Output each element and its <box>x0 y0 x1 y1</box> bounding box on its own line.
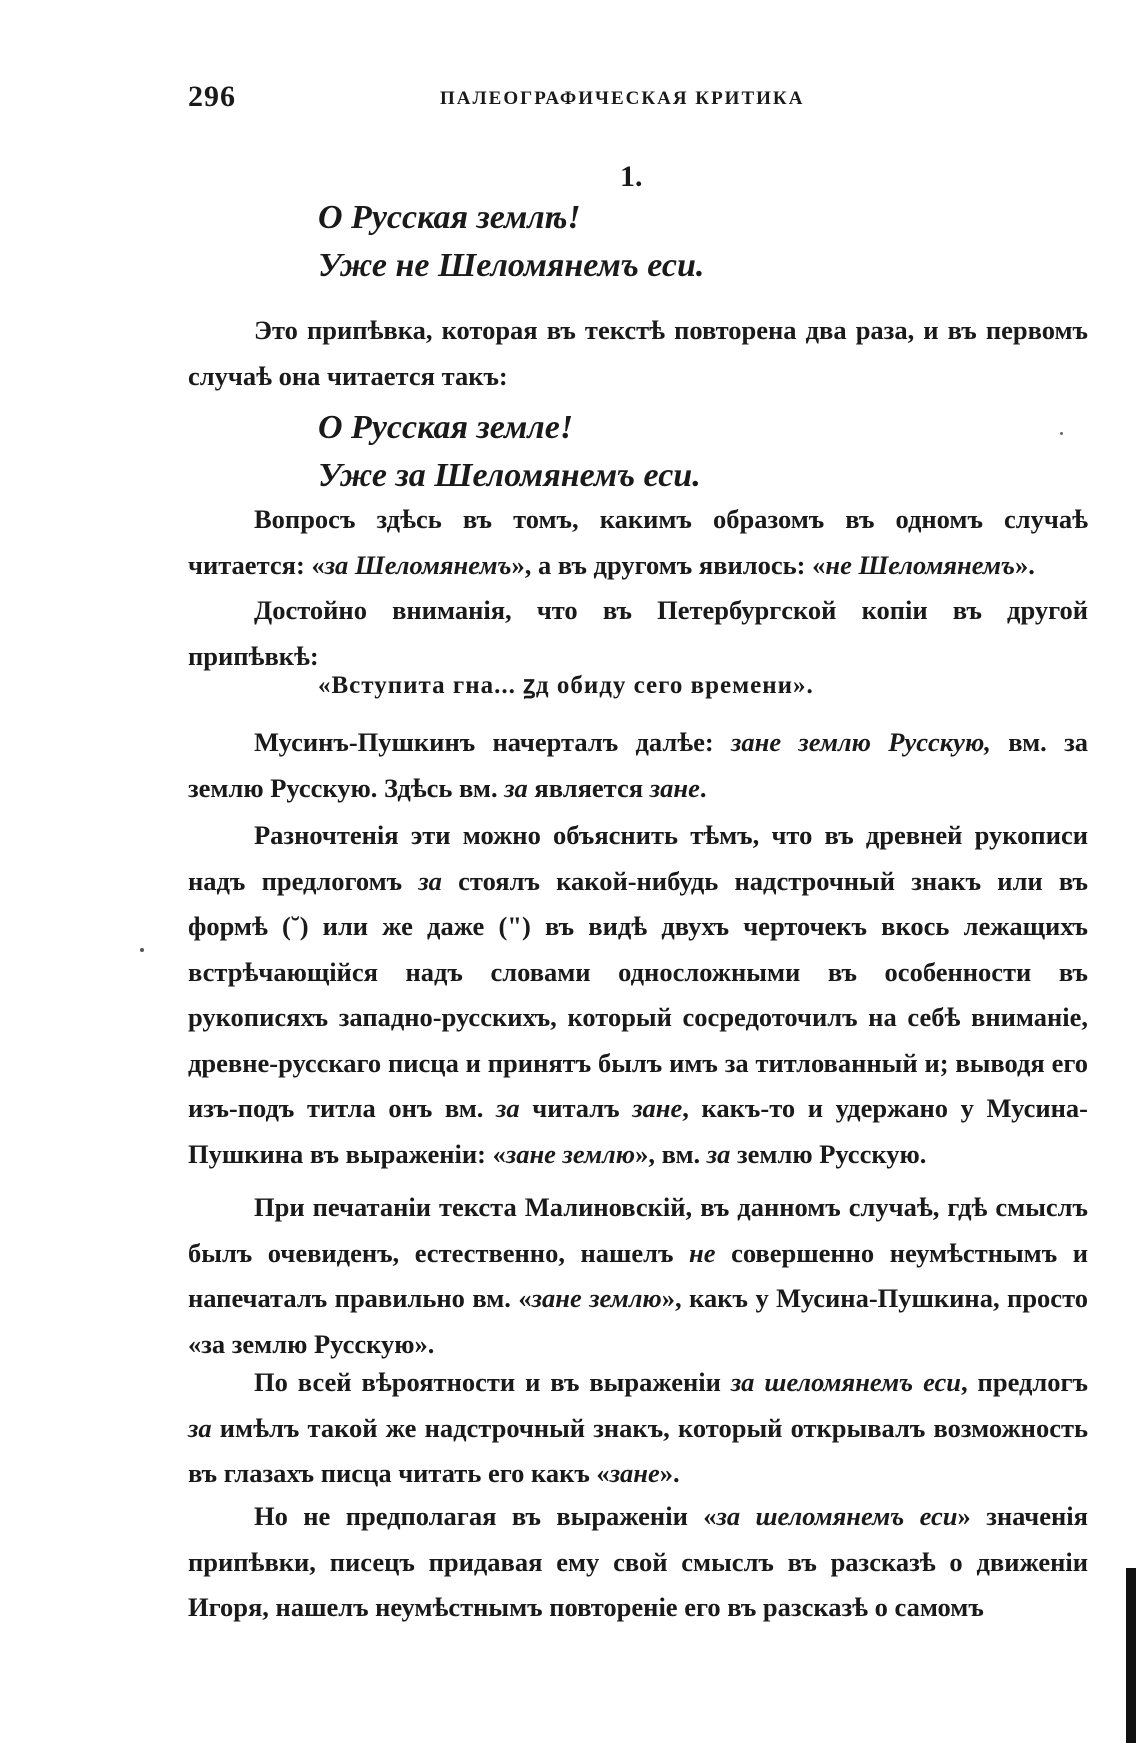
italic-run: за шеломянемъ еси <box>716 1501 958 1531</box>
text-run: », а въ другомъ явилось: « <box>511 549 826 580</box>
italic-run: зане <box>632 1093 683 1123</box>
italic-run: зане <box>649 772 700 803</box>
italic-run: зане <box>609 1458 660 1488</box>
text-run: », вм. <box>635 1138 707 1169</box>
text-run: стоялъ какой-нибудь надстрочный знакъ или въ формѣ (˘) или же даже (") въ видѣ двухъ черточекъ вкось лежащихъ встрѣчающійся надъ словами односложными въ особенности въ рукописяхъ западно-русскихъ, который сосредоточилъ на себѣ вниманіе, древне-русскаго писца и принятъ былъ имъ за титлованный и; выводя его изъ-подъ титла онъ вм. <box>188 865 1088 1123</box>
section-number: 1. <box>620 160 643 193</box>
text-run: является <box>527 772 650 803</box>
paragraph-1 <box>188 308 1088 399</box>
text-run: При печатаніи текста Малиновскій, въ данномъ случаѣ, гдѣ смыслъ былъ очевиденъ, естественно, нашелъ <box>188 1192 1088 1268</box>
text-run: Но не предполагая въ выраженіи « <box>254 1501 717 1531</box>
paragraph-4 <box>188 720 1088 811</box>
text-run: По всей вѣроятности и въ выраженіи <box>254 1367 731 1397</box>
scan-edge-shadow <box>1126 1568 1136 1743</box>
verse-first-line-1: О Русская землѣ! <box>318 199 581 236</box>
verse-first-line-2: Уже не Шеломянемъ еси. <box>318 247 705 284</box>
text-run: , предлогъ <box>960 1367 1088 1397</box>
text-run: вм. за землю Русскую. Здѣсь вм. <box>188 727 1088 803</box>
text-run: читалъ <box>519 1093 633 1123</box>
text-run: Вопросъ здѣсь въ томъ, какимъ образомъ въ одномъ случаѣ читается: « <box>188 504 1088 580</box>
italic-run: за <box>418 865 442 896</box>
verse-second-line-1: О Русская земле! <box>318 409 574 446</box>
dust-speck <box>1060 432 1063 435</box>
verse-second <box>318 404 701 500</box>
paragraph-7 <box>188 1360 1088 1497</box>
paragraph-8 <box>188 1494 1088 1631</box>
church-slavonic-quote: «Вступита гна... ꙁд обиду сего времени». <box>318 672 814 699</box>
verse-first <box>318 194 704 290</box>
verse-second-line-2: Уже за Шеломянемъ еси. <box>318 457 701 494</box>
paragraph-3 <box>188 588 1088 679</box>
text-run: ». <box>1014 549 1035 580</box>
paragraph-3-text: Достойно вниманія, что въ Петербургской копіи въ другой припѣвкѣ: <box>188 595 1088 671</box>
text-run: , какъ-то и удержано у Мусина-Пушкина въ выраженіи: « <box>188 1093 1088 1169</box>
page-number: 296 <box>188 80 236 113</box>
text-run: . <box>699 772 707 803</box>
paragraph-2 <box>188 497 1088 588</box>
italic-run: не Шеломянемъ <box>825 549 1015 580</box>
text-run: » значенія припѣвки, писецъ придавая ему свой смыслъ въ разсказѣ о движеніи Игоря, нашелъ неумѣстнымъ повтореніе его въ разсказѣ о самомъ <box>188 1501 1088 1622</box>
text-run: Мусинъ-Пушкинъ начерталъ далѣе: <box>254 727 732 757</box>
text-run: совершенно неумѣстнымъ и напечаталъ правильно вм. « <box>188 1237 1088 1313</box>
italic-run: не <box>689 1237 716 1268</box>
italic-run: зане землю <box>531 1283 662 1313</box>
text-run: ». <box>659 1458 680 1488</box>
paragraph-6 <box>188 1185 1088 1367</box>
italic-run: зане землю Русскую, <box>731 727 991 757</box>
italic-run: за <box>496 1093 520 1123</box>
text-run: », какъ у Мусина-Пушкина, просто «за землю Русскую». <box>188 1283 1088 1359</box>
running-title: ПАЛЕОГРАФИЧЕСКАЯ КРИТИКА <box>440 88 805 109</box>
italic-run: зане землю <box>505 1138 636 1169</box>
margin-speck <box>140 948 144 952</box>
italic-run: за <box>504 772 528 803</box>
text-run: землю Русскую. <box>730 1138 927 1169</box>
italic-run: за шеломянемъ еси <box>730 1367 961 1397</box>
italic-run: за Шеломянемъ <box>324 549 512 580</box>
paragraph-1-text: Это припѣвка, которая въ текстѣ повторена два раза, и въ первомъ случаѣ она читается такъ: <box>188 315 1088 391</box>
paragraph-5 <box>188 813 1088 1177</box>
italic-run: за <box>188 1412 212 1443</box>
text-run: имѣлъ такой же надстрочный знакъ, который открывалъ возможность въ глазахъ писца читать его какъ « <box>188 1412 1088 1488</box>
italic-run: за <box>706 1138 731 1169</box>
text-run: Разночтенія эти можно объяснить тѣмъ, что въ древней рукописи надъ предлогомъ <box>188 820 1088 896</box>
